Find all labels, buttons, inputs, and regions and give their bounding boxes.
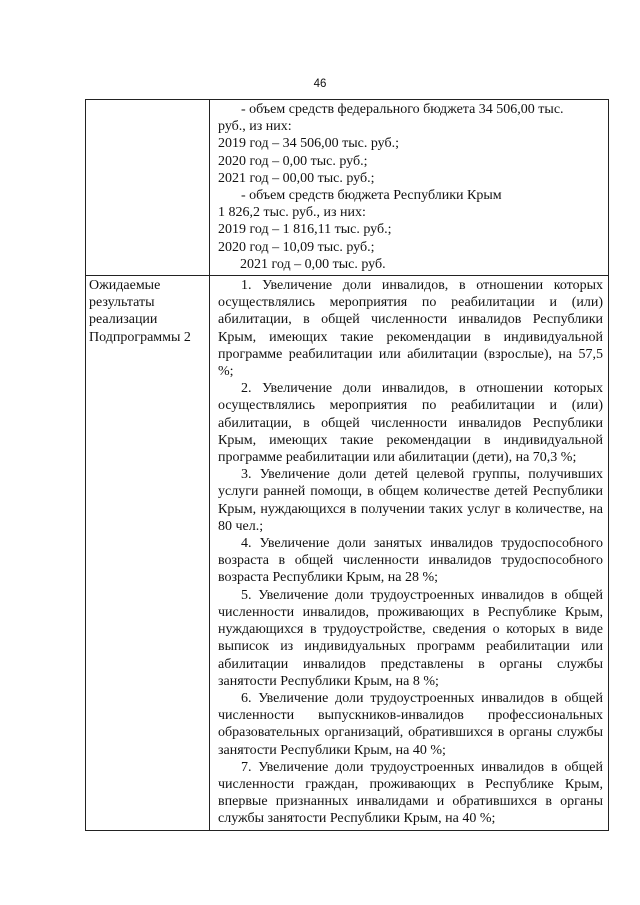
financing-line: 2019 год – 1 816,11 тыс. руб.; [218, 222, 392, 238]
row2-results-cell [210, 276, 609, 831]
result-item-6: 6. Увеличение доли трудоустроенных инвалидов в общей численности выпускников-инвалидов профессиональных образовательных организаций, обратившихся в органы службы занятости Республики Крым, на 40 %; [218, 690, 603, 758]
label-line: Подпрограммы 2 [89, 329, 191, 345]
financing-line: 2021 год – 00,00 тыс. руб.; [218, 170, 375, 186]
financing-line: 2021 год – 0,00 тыс. руб. [240, 256, 386, 272]
result-item-3: 3. Увеличение доли детей целевой группы, получивших услуги ранней помощи, в общем количестве детей Республики Крым, нуждающихся в получении таких услуг в количестве, на 80 чел.; [218, 467, 603, 534]
label-line: результаты [89, 295, 155, 311]
result-item-4: 4. Увеличение доли занятых инвалидов трудоспособного возраста в общей численности инвалидов трудоспособного возраста Республики Крым, на 28 %; [218, 536, 603, 586]
row1-label-cell [86, 100, 210, 276]
label-line: реализации [89, 312, 158, 328]
financing-line: руб., из них: [218, 119, 292, 135]
label-line: Ожидаемые [89, 278, 161, 294]
document-table [85, 99, 609, 831]
financing-line: - объем средств федерального бюджета 34 506,00 тыс. [241, 102, 564, 117]
financing-line: 1 826,2 тыс. руб., из них: [218, 205, 366, 221]
table-row-expected-results [86, 276, 609, 831]
row2-label-cell [86, 276, 210, 831]
financing-line: 2020 год – 10,09 тыс. руб.; [218, 239, 375, 255]
result-item-7: 7. Увеличение доли трудоустроенных инвалидов в общей численности граждан, проживающих в Республике Крым, впервые признанных инвалидами и обратившихся в органы службы занятости Республики Крым, на 40 %; [218, 759, 603, 827]
result-item-5: 5. Увеличение доли трудоустроенных инвалидов в общей численности инвалидов, проживающих в Республике Крым, нуждающихся в трудоустройстве, сведения о которых в виде выписок из индивидуальных программ реабилитации или абилитации инвалидов представлены в органы службы занятости Республики Крым, на 8 %; [218, 587, 603, 689]
row1-financing-cell [210, 100, 609, 276]
table-row-financing [86, 100, 609, 276]
financing-line: - объем средств бюджета Республики Крым [241, 188, 502, 204]
financing-line: 2019 год – 34 506,00 тыс. руб.; [218, 136, 399, 152]
page-number: 46 [313, 78, 327, 90]
result-item-1: 1. Увеличение доли инвалидов, в отношении которых осуществлялись мероприятия по реабилитации и (или) абилитации, в общей численности инвалидов Республики Крым, имеющих такие рекомендации в индивидуальной программе реабилитации или абилитации (взрослые), на 57,5 %; [218, 278, 603, 380]
financing-line: 2020 год – 0,00 тыс. руб.; [218, 153, 368, 169]
financing-lines [218, 101, 603, 273]
result-item-2: 2. Увеличение доли инвалидов, в отношении которых осуществлялись мероприятия по реабилитации и (или) абилитации, в общей численности инвалидов Республики Крым, имеющих такие рекомендации в индивидуальной программе реабилитации или абилитации (дети), на 70,3 %; [218, 381, 603, 466]
